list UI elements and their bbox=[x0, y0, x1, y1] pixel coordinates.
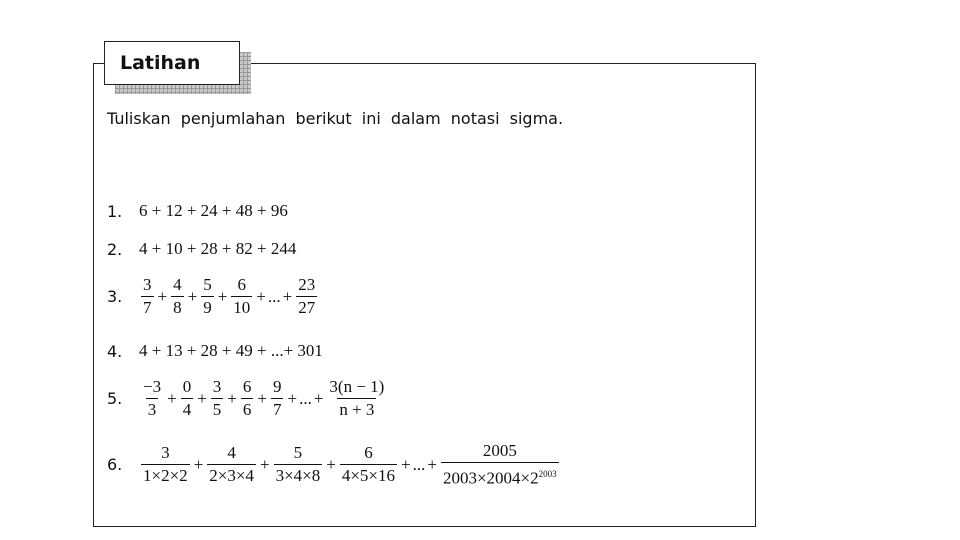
item-expression: 4 + 13 + 28 + 49 + ...+ 301 bbox=[139, 341, 323, 360]
fraction bbox=[338, 443, 399, 486]
numerator: 6 bbox=[364, 443, 373, 463]
numerator: 5 bbox=[293, 443, 303, 463]
denominator: 7 bbox=[143, 298, 152, 317]
denominator bbox=[441, 462, 559, 489]
exercise-item-3 bbox=[107, 275, 319, 318]
exercise-item-6 bbox=[107, 441, 561, 489]
exercise-item-4 bbox=[107, 341, 323, 361]
fraction bbox=[209, 377, 226, 420]
exercise-item-2 bbox=[107, 239, 296, 259]
denominator: 3 bbox=[147, 400, 157, 419]
fraction bbox=[139, 443, 192, 486]
item-number: 6. bbox=[107, 455, 123, 475]
numerator: 0 bbox=[182, 377, 192, 396]
fraction bbox=[269, 377, 286, 420]
fraction bbox=[179, 377, 196, 420]
denominator: 3×4×8 bbox=[275, 466, 321, 486]
numerator: 3 bbox=[143, 275, 152, 294]
exercise-item-1 bbox=[107, 201, 288, 221]
fraction bbox=[199, 275, 216, 318]
numerator: 6 bbox=[237, 275, 247, 294]
item-number: 4. bbox=[107, 341, 123, 361]
exercise-title: Latihan bbox=[120, 52, 201, 74]
numerator: 9 bbox=[272, 377, 282, 396]
fraction bbox=[205, 443, 258, 486]
numerator: 5 bbox=[203, 275, 212, 294]
fraction bbox=[139, 275, 156, 318]
fraction bbox=[239, 377, 256, 420]
denominator: 7 bbox=[272, 400, 282, 419]
item-number: 1. bbox=[107, 201, 123, 221]
numerator: −3 bbox=[143, 377, 162, 396]
item-number: 5. bbox=[107, 389, 123, 408]
denominator: 4×5×16 bbox=[341, 466, 396, 486]
item-expression: $\frac{3}{1\times 2\times 2}$ + $\frac{4}{2\times 3\times 4}$ + $\frac{5}{3\times 4\times 8}$ + $\frac{6}{4\times 5\times 16}$ + ... + $\frac{2005}{2003\times 2004\times 2^{2003}}$ bbox=[139, 441, 561, 489]
denominator: 4 bbox=[182, 400, 192, 419]
instruction-text: Tuliskan penjumlahan berikut ini dalam notasi sigma. bbox=[107, 109, 564, 128]
fraction bbox=[439, 441, 561, 489]
ellipsis: ... bbox=[299, 388, 312, 408]
item-expression: $\frac{-3}{3}$ + $\frac{0}{4}$ + $\frac{3}{5}$ + $\frac{6}{6}$ + $\frac{9}{7}$ + ... + $\frac{3(n - 1)}{n + 3}$ bbox=[139, 377, 388, 420]
exponent: 2003 bbox=[538, 469, 557, 479]
numerator: 23 bbox=[298, 275, 316, 294]
numerator: 4 bbox=[227, 443, 236, 463]
numerator: 4 bbox=[173, 275, 182, 294]
fraction bbox=[169, 275, 186, 318]
denominator: n + 3 bbox=[339, 400, 375, 419]
denominator: 8 bbox=[173, 298, 182, 317]
numerator: 3 bbox=[161, 443, 170, 463]
numerator: 3 bbox=[212, 377, 222, 396]
fraction bbox=[272, 443, 325, 486]
item-number: 2. bbox=[107, 239, 123, 259]
numerator: 3(n − 1) bbox=[329, 377, 385, 396]
denominator-base: 2003×2004×2 bbox=[442, 468, 539, 488]
fraction bbox=[325, 377, 388, 420]
numerator: 6 bbox=[242, 377, 252, 396]
denominator: 10 bbox=[233, 298, 251, 317]
item-number: 3. bbox=[107, 287, 123, 306]
fraction bbox=[139, 377, 165, 420]
denominator: 6 bbox=[242, 400, 252, 419]
item-expression: $\frac{3}{7}$ + $\frac{4}{8}$ + $\frac{5}{9}$ + $\frac{6}{10}$ + ... + $\frac{23}{27}$ bbox=[139, 275, 319, 318]
denominator: 2×3×4 bbox=[209, 466, 254, 486]
fraction bbox=[229, 275, 254, 318]
ellipsis: ... bbox=[267, 286, 281, 306]
item-expression: 6 + 12 + 24 + 48 + 96 bbox=[139, 201, 288, 220]
denominator: 1×2×2 bbox=[143, 466, 188, 486]
item-expression: 4 + 10 + 28 + 82 + 244 bbox=[139, 239, 297, 258]
numerator: 2005 bbox=[482, 441, 517, 460]
fraction bbox=[294, 275, 319, 318]
denominator: 5 bbox=[212, 400, 222, 419]
denominator: 9 bbox=[203, 298, 212, 317]
ellipsis: ... bbox=[412, 454, 426, 474]
exercise-item-5 bbox=[107, 377, 388, 420]
denominator: 27 bbox=[298, 298, 316, 317]
